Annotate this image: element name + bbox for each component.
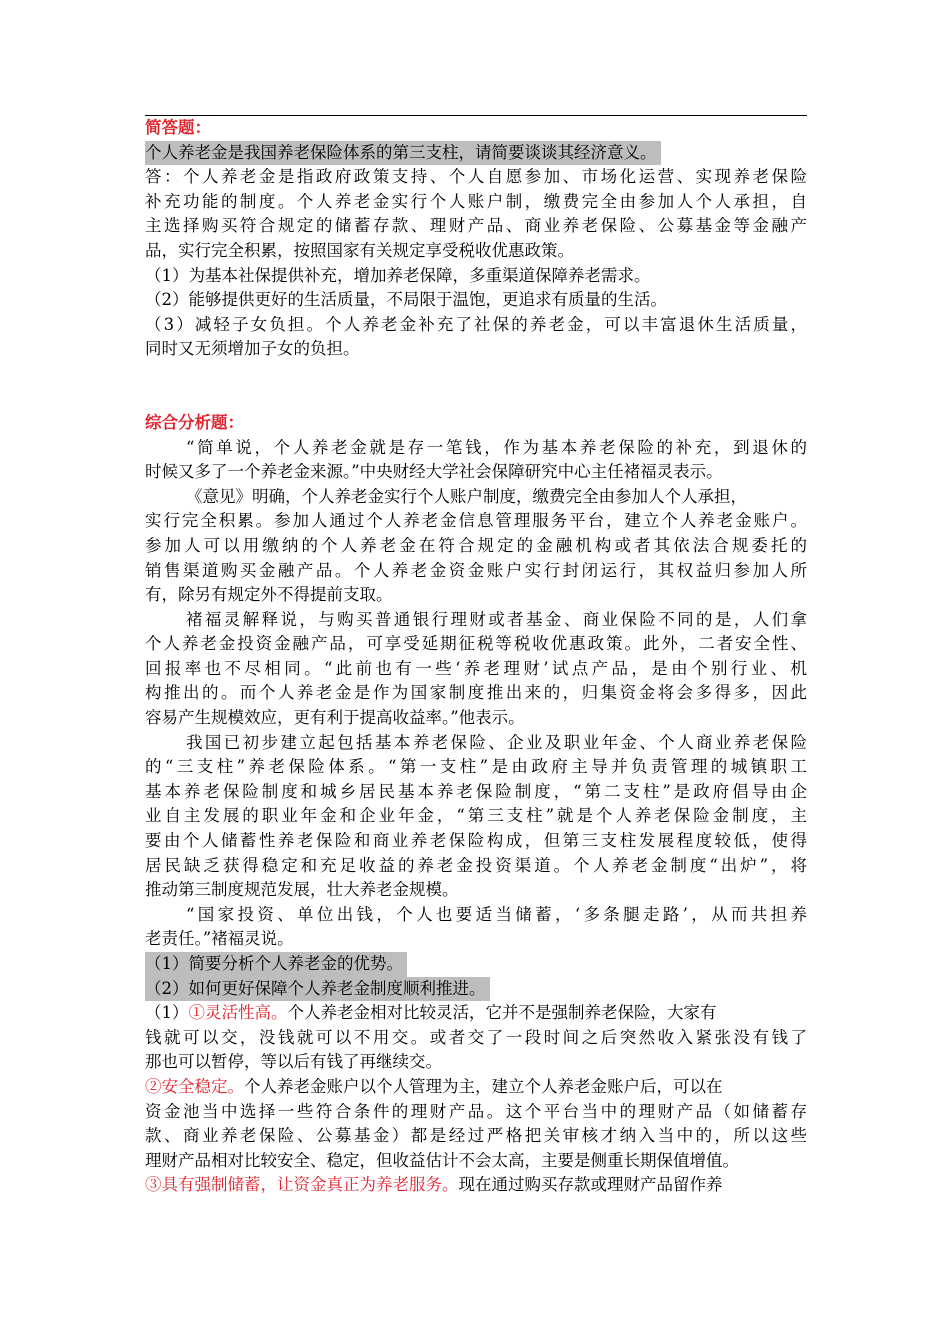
answer-point: （1）为基本社保提供补充，增加养老保障，多重渠道保障养老需求。 (145, 265, 651, 285)
answer-point: （3）减轻子女负担。个人养老金补充了社保的养老金，可以丰富退休生活质量， (145, 314, 807, 334)
analysis-answer-line: 那也可以暂停，等以后有钱了再继续交。 (145, 1052, 442, 1072)
passage-line: 《意见》明确，个人养老金实行个人账户制度，缴费完全由参加人个人承担， (186, 486, 747, 506)
answer-line: 主选择购买符合规定的储蓄存款、理财产品、商业养老保险、公募基金等金融产 (145, 216, 807, 236)
passage-line: 老责任。”褚福灵说。 (145, 929, 294, 949)
answer-point-title: ②安全稳定。 (145, 1076, 244, 1096)
analysis-answer-line (145, 1075, 807, 1100)
passage-line: 销售渠道购买金融产品。个人养老金资金账户实行封闭运行，其权益归参加人所 (145, 560, 807, 580)
answer-point-title: ③具有强制储蓄，让资金真正为养老服务。 (145, 1175, 459, 1195)
passage-line: 业自主发展的职业年金和企业年金，“第三支柱”就是个人养老保险金制度，主 (145, 806, 807, 826)
answer-line: 品，实行完全积累，按照国家有关规定享受税收优惠政策。 (145, 240, 574, 260)
passage-line: 的“三支柱”养老保险体系。“第一支柱”是由政府主导并负责管理的城镇职工 (145, 757, 807, 777)
passage-line: 参加人可以用缴纳的个人养老金在符合规定的金融机构或者其依法合规委托的 (145, 535, 807, 555)
analysis-answer-line: 钱就可以交，没钱就可以不用交。或者交了一段时间之后突然收入紧张没有钱了 (145, 1027, 807, 1047)
answer-point: （2）能够提供更好的生活质量，不局限于温饱，更追求有质量的生活。 (145, 290, 667, 310)
answer-text: 个人养老金相对比较灵活，它并不是强制养老保险，大家有 (287, 1003, 717, 1023)
short-answer-question: 个人养老金是我国养老保险体系的第三支柱，请简要谈谈其经济意义。 (145, 141, 661, 166)
passage-line: 有，除另有规定外不得提前支取。 (145, 585, 393, 605)
answer-text: 现在通过购买存款或理财产品留作养 (458, 1175, 723, 1195)
passage-line: “简单说，个人养老金就是存一笔钱，作为基本养老保险的补充，到退休的 (186, 437, 807, 457)
passage-line: 基本养老保险制度和城乡居民基本养老保险制度，“第二支柱”是政府倡导由企 (145, 781, 807, 801)
passage-line: 个人养老金投资金融产品，可享受延期征税等税收优惠政策。此外，二者安全性、 (145, 634, 807, 654)
passage-line: 要由个人储蓄性养老保险和商业养老保险构成，但第三支柱发展程度较低，使得 (145, 831, 807, 851)
answer-line: 补充功能的制度。个人养老金实行个人账户制，缴费完全由参加人个人承担，自 (145, 191, 807, 211)
analysis-heading: 综合分析题： (145, 412, 244, 432)
passage-line: 褚福灵解释说，与购买普通银行理财或者基金、商业保险不同的是，人们拿 (186, 609, 807, 629)
passage-line: 回报率也不尽相同。“此前也有一些‘养老理财’试点产品，是由个别行业、机 (145, 658, 807, 678)
section-gap (145, 362, 807, 411)
passage-line: 实行完全积累。参加人通过个人养老金信息管理服务平台，建立个人养老金账户。 (145, 511, 807, 531)
analysis-question: （2）如何更好保障个人养老金制度顺利推进。 (145, 977, 490, 1002)
passage-line: 构推出的。而个人养老金是作为国家制度推出来的，归集资金将会多得多，因此 (145, 683, 807, 703)
analysis-question: （1）简要分析个人养老金的优势。 (145, 952, 407, 977)
answer-point-title: ①灵活性高。 (188, 1003, 288, 1023)
passage-line: 推动第三制度规范发展，壮大养老金规模。 (145, 880, 459, 900)
answer-line: 答：个人养老金是指政府政策支持、个人自愿参加、市场化运营、实现养老保险 (145, 167, 807, 187)
answer-text: 个人养老金账户以个人管理为主，建立个人养老金账户后，可以在 (244, 1076, 723, 1096)
answer-point: 同时又无须增加子女的负担。 (145, 339, 360, 359)
passage-line: 容易产生规模效应，更有利于提高收益率。”他表示。 (145, 708, 525, 728)
analysis-answer-line (145, 1173, 807, 1198)
passage-line: 我国已初步建立起包括基本养老保险、企业及职业年金、个人商业养老保险 (186, 732, 807, 752)
analysis-answer-line (145, 1001, 807, 1026)
passage-line: 时候又多了一个养老金来源。”中央财经大学社会保障研究中心主任褚福灵表示。 (145, 462, 723, 482)
short-answer-heading: 简答题： (145, 118, 211, 137)
answer-prefix: （1） (145, 1003, 189, 1023)
analysis-answer-line: 资金池当中选择一些符合条件的理财产品。这个平台当中的理财产品（如储蓄存 (145, 1101, 807, 1121)
document-page (145, 116, 807, 1198)
analysis-answer-line: 款、商业养老保险、公募基金）都是经过严格把关审核才纳入当中的，所以这些 (145, 1126, 807, 1146)
passage-line: “国家投资、单位出钱，个人也要适当储蓄，‘多条腿走路’，从而共担养 (186, 904, 807, 924)
analysis-answer-line: 理财产品相对比较安全、稳定，但收益估计不会太高，主要是侧重长期保值增值。 (145, 1150, 739, 1170)
passage-line: 居民缺乏获得稳定和充足收益的养老金投资渠道。个人养老金制度“出炉”，将 (145, 855, 807, 875)
